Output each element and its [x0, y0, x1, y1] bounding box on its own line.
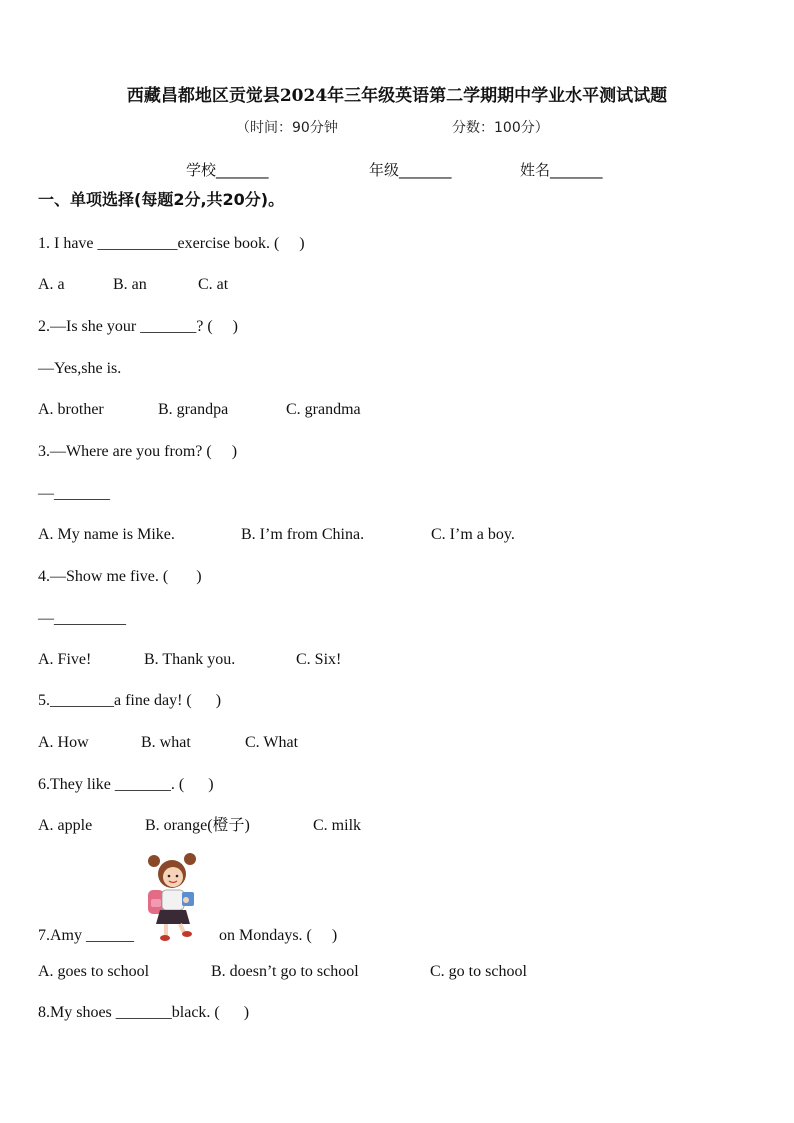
exam-score: 分数：100分） [452, 120, 549, 136]
q3-option-b: B. I’m from China. [241, 526, 365, 543]
question-7-stem-end: on Mondays. ( ) [219, 927, 338, 944]
q4-option-c: C. Six! [296, 651, 342, 668]
q1-option-a: A. a [38, 276, 65, 293]
question-3-stem: 3.—Where are you from? ( ) [38, 443, 238, 460]
q1-option-c: C. at [198, 276, 229, 293]
q4-option-b: B. Thank you. [144, 651, 236, 668]
q3-option-c: C. I’m a boy. [431, 526, 515, 543]
q3-option-a: A. My name is Mike. [38, 526, 175, 543]
q5-option-b: B. what [141, 734, 191, 751]
question-7-stem-start: 7.Amy ______ [38, 927, 134, 944]
question-4-reply: —_________ [38, 610, 126, 627]
name-field: 姓名_______ [520, 161, 603, 179]
q6-option-a: A. apple [38, 817, 93, 834]
exam-title: 西藏昌都地区贡觉县2024年三年级英语第二学期期中学业水平测试试题 [126, 86, 668, 106]
q2-option-a: A. brother [38, 401, 104, 418]
q1-option-b: B. an [113, 276, 147, 293]
question-2-stem: 2.—Is she your _______? ( ) [38, 318, 238, 335]
section-heading: 一、单项选择(每题2分,共20分)。 [38, 190, 285, 209]
q2-option-b: B. grandpa [158, 401, 229, 418]
question-3-reply: —_______ [38, 485, 110, 502]
q5-option-a: A. How [38, 734, 89, 751]
q6-option-c: C. milk [313, 817, 362, 834]
question-2-reply: —Yes,she is. [38, 360, 122, 377]
q7-option-b: B. doesn’t go to school [211, 963, 359, 980]
grade-field: 年级_______ [369, 161, 452, 179]
question-4-stem: 4.—Show me five. ( ) [38, 568, 202, 585]
question-1-stem: 1. I have __________exercise book. ( ) [38, 235, 305, 252]
exam-time: （时间：90分钟 [236, 120, 338, 136]
question-5-stem: 5.________a fine day! ( ) [38, 692, 222, 709]
school-field: 学校_______ [186, 161, 269, 179]
q7-option-c: C. go to school [430, 963, 527, 980]
girl-going-to-school-illustration [140, 852, 212, 944]
q7-option-a: A. goes to school [38, 963, 150, 980]
q4-option-a: A. Five! [38, 651, 92, 668]
q2-option-c: C. grandma [286, 401, 361, 418]
q6-option-b: B. orange(橙子) [145, 817, 250, 834]
q5-option-c: C. What [245, 734, 299, 751]
question-8-stem: 8.My shoes _______black. ( ) [38, 1004, 250, 1021]
question-6-stem: 6.They like _______. ( ) [38, 776, 214, 793]
